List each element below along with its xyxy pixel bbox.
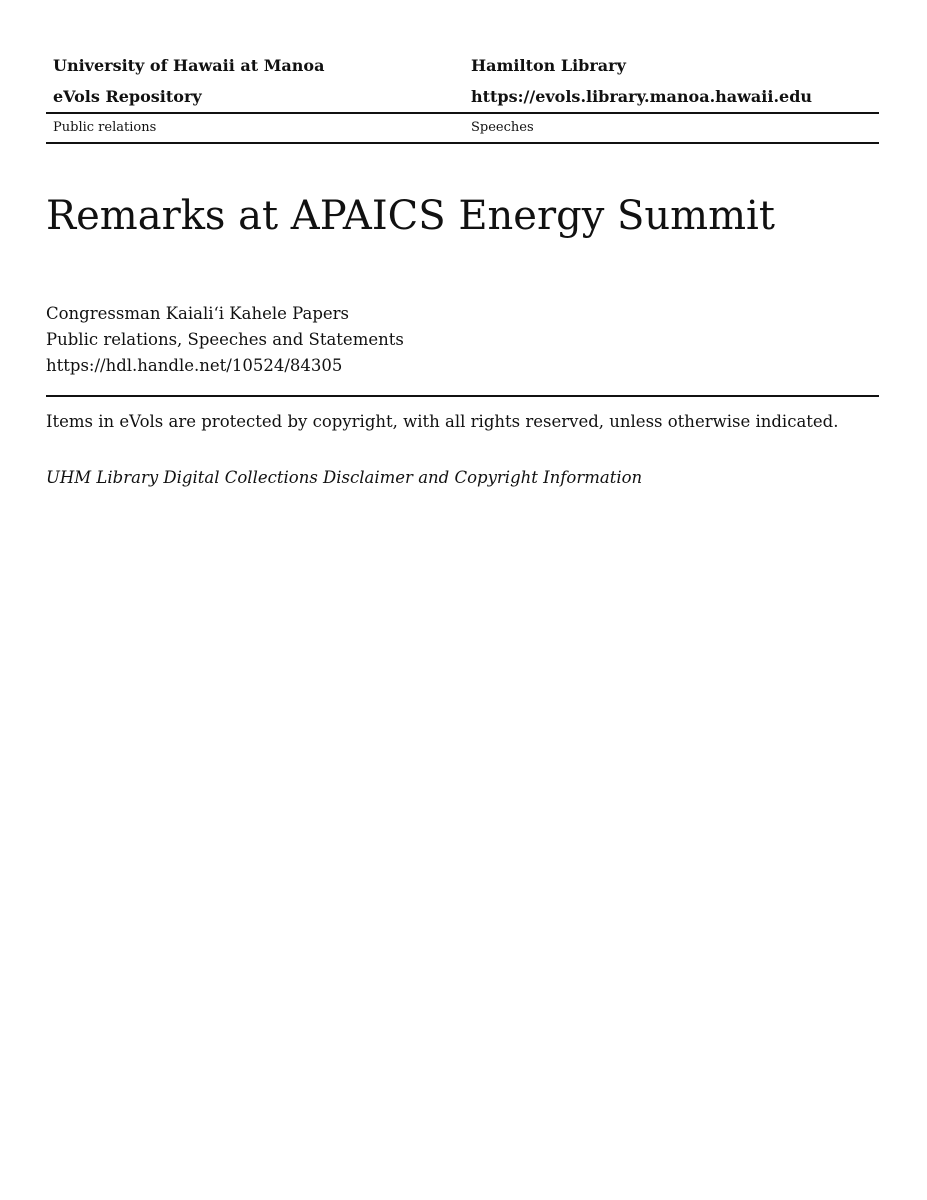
header-row-repository	[46, 81, 879, 112]
repository-name: eVols Repository	[53, 87, 202, 106]
content-divider	[46, 395, 879, 397]
copyright-notice: Items in eVols are protected by copyright, with all rights reserved, unless otherwise indicated.	[46, 412, 839, 431]
library-name: Hamilton Library	[471, 56, 626, 75]
document-title: Remarks at APAICS Energy Summit	[46, 193, 775, 239]
header-divider-bottom	[46, 142, 879, 144]
handle-link[interactable]: https://hdl.handle.net/10524/84305	[46, 356, 343, 375]
document-metadata	[46, 301, 404, 379]
repository-header	[46, 50, 879, 144]
series-name: Public relations, Speeches and Statements	[46, 330, 404, 349]
disclaimer-link[interactable]: UHM Library Digital Collections Disclaimer and Copyright Information	[46, 468, 643, 487]
header-row-categories	[46, 114, 879, 142]
category-left: Public relations	[53, 120, 157, 135]
collection-name: Congressman Kaialiʻi Kahele Papers	[46, 304, 350, 323]
repository-url-link[interactable]: https://evols.library.manoa.hawaii.edu	[471, 87, 813, 106]
header-row-institution	[46, 50, 879, 81]
category-right: Speeches	[471, 120, 534, 135]
institution-name: University of Hawaii at Manoa	[53, 56, 325, 75]
